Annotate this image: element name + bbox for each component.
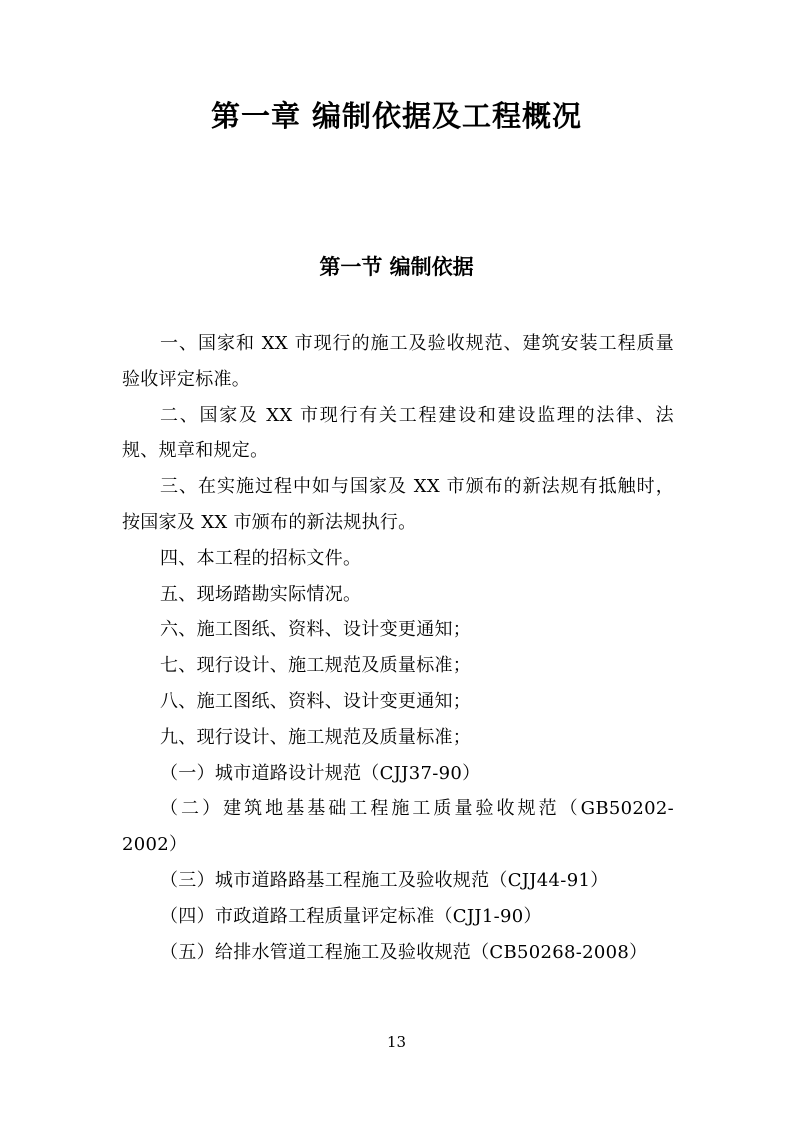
paragraph-basis-2: 二、国家及 XX 市现行有关工程建设和建设监理的法律、法规、规章和规定。 (122, 404, 674, 462)
paragraph-basis-3: 三、在实施过程中如与国家及 XX 市颁布的新法规有抵触时，按国家及 XX 市颁布的新法规执行。 (122, 476, 674, 533)
paragraph-basis-4: 四、本工程的招标文件。 (160, 547, 362, 569)
page-number: 13 (386, 1033, 407, 1051)
paragraph-basis-1: 一、国家和 XX 市现行的施工及验收规范、建筑安装工程质量验收评定标准。 (122, 333, 674, 390)
document-body (122, 326, 674, 970)
chapter-title: 第一章 编制依据及工程概况 (210, 99, 583, 133)
standard-item-3: （三）城市道路路基工程施工及验收规范（CJJ44-91） (160, 869, 609, 891)
paragraph-basis-7: 七、现行设计、施工规范及质量标准； (160, 655, 472, 677)
paragraph-basis-5: 五、现场踏勘实际情况。 (160, 583, 362, 605)
standard-item-1: （一）城市道路设计规范（CJJ37-90） (160, 762, 481, 784)
paragraph-basis-9: 九、现行设计、施工规范及质量标准； (160, 726, 472, 748)
paragraph-basis-8: 八、施工图纸、资料、设计变更通知； (160, 690, 472, 712)
paragraph-basis-6: 六、施工图纸、资料、设计变更通知； (160, 619, 472, 641)
section-title: 第一节 编制依据 (319, 255, 474, 279)
standard-item-2: （二）建筑地基基础工程施工质量验收规范（GB50202-2002） (122, 798, 674, 856)
standard-item-5: （五）给排水管道工程施工及验收规范（CB50268-2008） (160, 941, 648, 963)
standard-item-4: （四）市政道路工程质量评定标准（CJJ1-90） (160, 905, 542, 927)
